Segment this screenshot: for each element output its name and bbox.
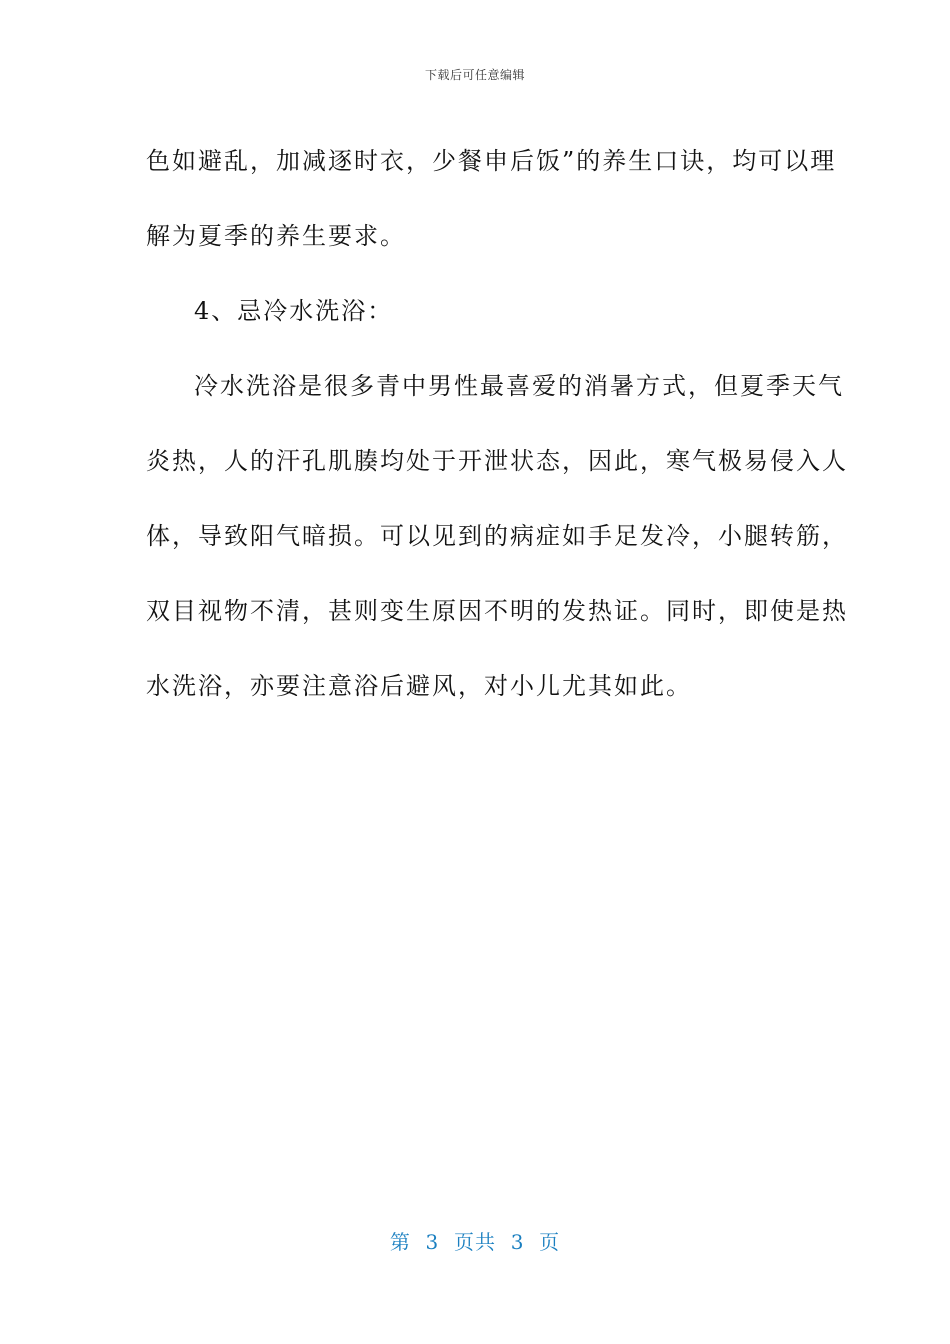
document-body [146, 124, 848, 724]
paragraph-line: 水洗浴，亦要注意浴后避风，对小儿尤其如此。 [146, 672, 692, 700]
page-number-footer: 第 3 页共 3 页 [389, 1230, 561, 1254]
paragraph-line: 冷水洗浴是很多青中男性最喜爱的消暑方式，但夏季天气 [194, 372, 844, 400]
paragraph-line: 体，导致阳气暗损。可以见到的病症如手足发冷，小腿转筋， [146, 522, 848, 550]
page-header-note: 下载后可任意编辑 [424, 68, 525, 82]
paragraph-line: 炎热，人的汗孔肌腠均处于开泄状态，因此，寒气极易侵入人 [146, 447, 848, 475]
paragraph-line: 解为夏季的养生要求。 [146, 222, 406, 250]
paragraph-line: 色如避乱，加减逐时衣，少餐申后饭”的养生口诀，均可以理 [146, 147, 837, 175]
paragraph-line: 双目视物不清，甚则变生原因不明的发热证。同时，即使是热 [146, 597, 848, 625]
section-heading: 4、忌冷水洗浴： [194, 297, 394, 325]
